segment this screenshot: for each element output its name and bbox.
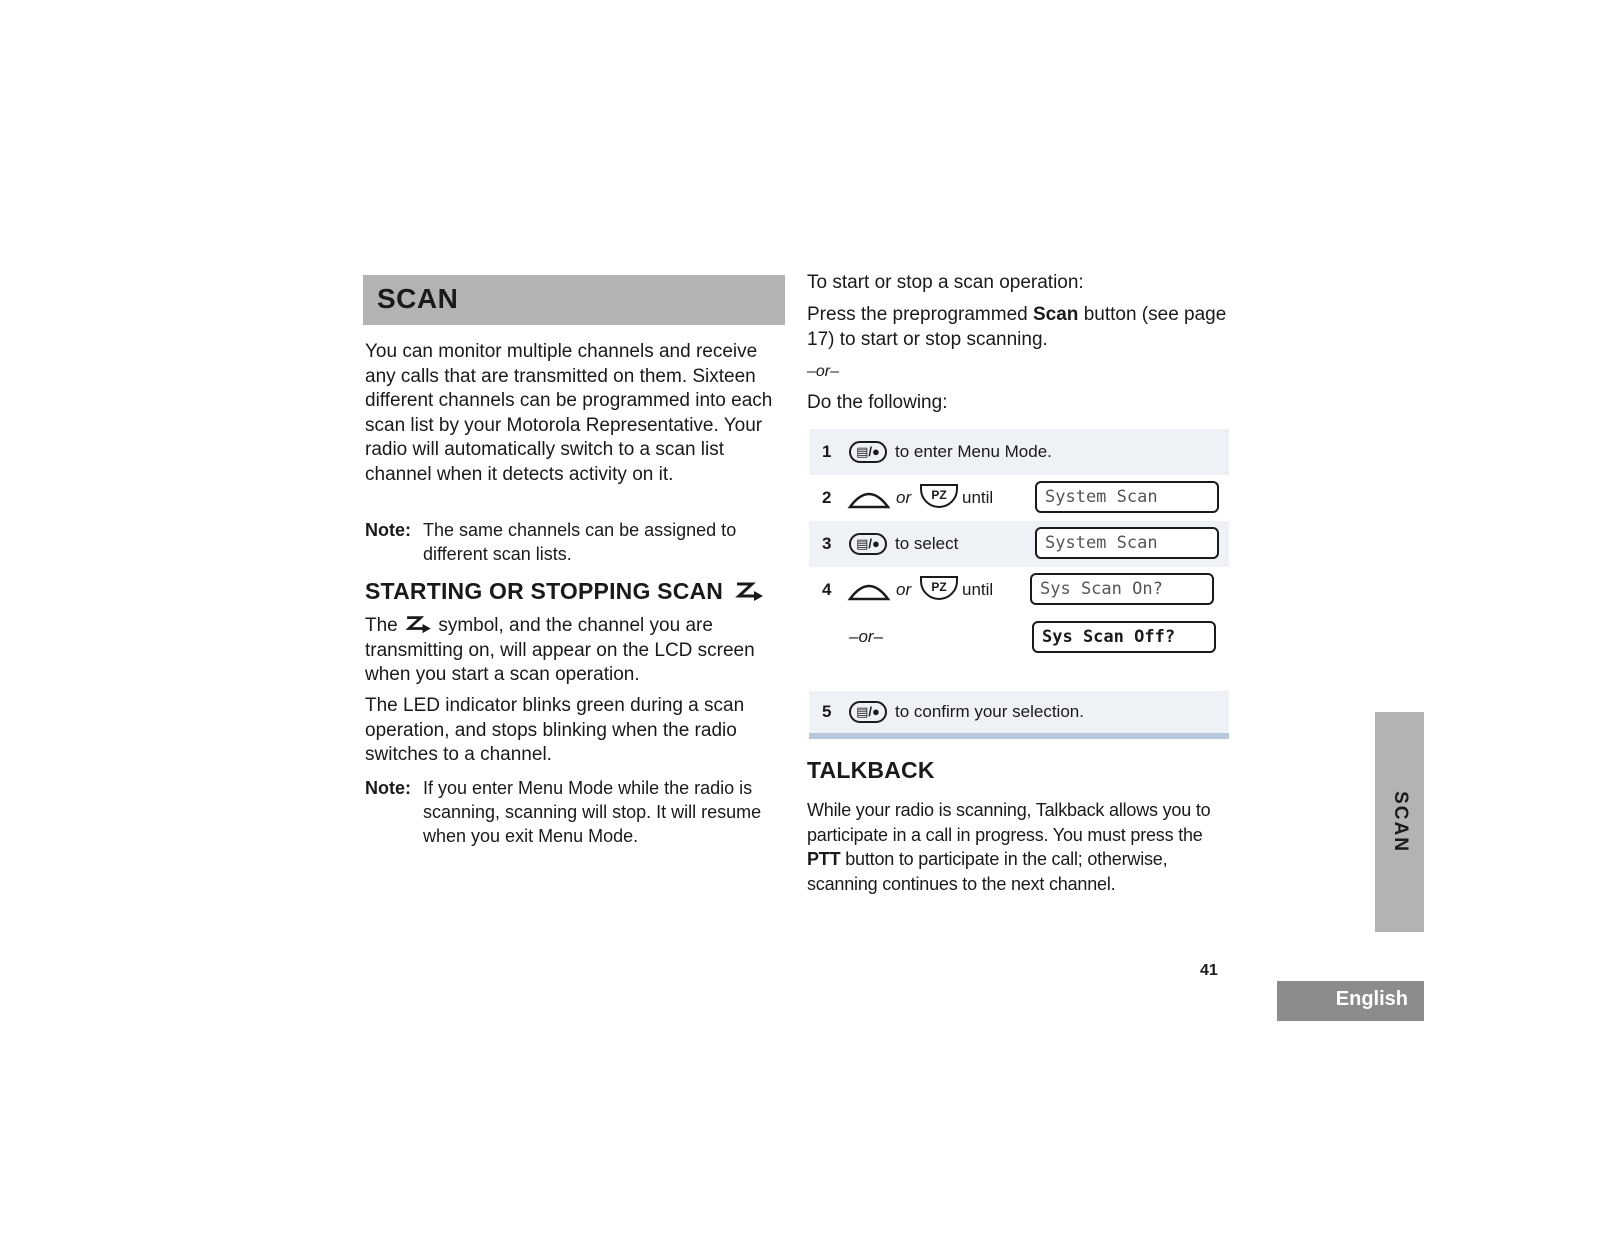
step-text: to select	[895, 534, 959, 553]
step-number: 2	[822, 488, 832, 507]
step-text: to confirm your selection.	[895, 702, 1084, 721]
start-stop-intro: To start or stop a scan operation:	[807, 272, 1084, 293]
lcd-display: Sys Scan Off?	[1032, 621, 1216, 653]
step-row-4	[809, 567, 1229, 687]
note-label: Note:	[365, 520, 411, 540]
step-number: 5	[822, 702, 832, 721]
or-word: or	[896, 488, 912, 507]
until-word: until	[962, 580, 994, 599]
step-row-3	[809, 521, 1229, 567]
p1-pre: The	[365, 615, 398, 636]
until-word: until	[962, 488, 994, 507]
talkback-heading: TALKBACK	[807, 757, 935, 783]
intro2-post: button (see page 17) to start or stop scanning.	[807, 304, 1227, 350]
step-row-5	[809, 691, 1229, 739]
step-number: 1	[822, 442, 832, 461]
or-separator: –or–	[807, 363, 840, 380]
note-menu-mode	[365, 776, 785, 850]
intro2-pre: Press the preprogrammed	[807, 304, 1028, 325]
pz-key-icon: PZ	[920, 484, 958, 508]
step-number: 4	[822, 580, 832, 599]
step-number: 3	[822, 534, 832, 553]
p1-post: symbol, and the channel you are transmitting on, will appear on the LCD screen when you start a scan operation.	[365, 615, 755, 685]
lcd-display: System Scan	[1035, 481, 1219, 513]
step-text: to enter Menu Mode.	[895, 442, 1052, 461]
section-title: SCAN	[377, 283, 459, 314]
or-separator: –or–	[849, 627, 884, 646]
press-scan-paragraph	[807, 303, 1237, 352]
heading-text: STARTING OR STOPPING SCAN	[365, 578, 724, 604]
note-text: If you enter Menu Mode while the radio is scanning, scanning will stop. It will resume when you exit Menu Mode.	[423, 778, 762, 846]
scan-button-label: Scan	[1033, 304, 1079, 325]
note-label: Note:	[365, 778, 411, 798]
do-following: Do the following:	[807, 392, 948, 413]
step-row-1	[809, 429, 1229, 475]
scroll-up-key-icon	[847, 579, 891, 601]
note-text: The same channels can be assigned to different scan lists.	[423, 520, 737, 564]
scan-symbol-paragraph	[365, 614, 785, 688]
intro-paragraph: You can monitor multiple channels and receive any calls that are transmitted on them. Sixteen different channels can be programmed into each scan list by your Motorola Representative. Your radio will automatically switch to a scan list channel when it detects activity on it.	[365, 341, 773, 485]
side-tab-label: SCAN	[1389, 791, 1411, 853]
or-word: or	[896, 580, 912, 599]
language-tab	[1277, 981, 1424, 1021]
led-paragraph: The LED indicator blinks green during a scan operation, and stops blinking when the radio switches to a channel.	[365, 695, 745, 765]
scan-symbol-icon	[734, 580, 764, 602]
talkback-pre: While your radio is scanning, Talkback allows you to participate in a call in progress. You must press the	[807, 800, 1211, 845]
page-number: 41	[1200, 962, 1218, 979]
section-title-bar	[363, 275, 785, 325]
lcd-display: System Scan	[1035, 527, 1219, 559]
menu-ok-button-icon: ▤/●	[849, 441, 887, 463]
note-same-channels	[365, 518, 785, 568]
scan-symbol-icon	[403, 614, 433, 634]
starting-stopping-heading	[365, 578, 795, 605]
talkback-paragraph	[807, 798, 1232, 896]
language-label: English	[1335, 988, 1408, 1010]
talkback-post: button to participate in the call; otherwise, scanning continues to the next channel.	[807, 849, 1168, 894]
pz-key-icon: PZ	[920, 576, 958, 600]
menu-ok-button-icon: ▤/●	[849, 701, 887, 723]
menu-ok-button-icon: ▤/●	[849, 533, 887, 555]
scroll-up-key-icon	[847, 487, 891, 509]
step-row-2	[809, 475, 1229, 521]
lcd-display: Sys Scan On?	[1030, 573, 1214, 605]
side-section-tab	[1375, 712, 1424, 932]
ptt-button-label: PTT	[807, 849, 841, 869]
